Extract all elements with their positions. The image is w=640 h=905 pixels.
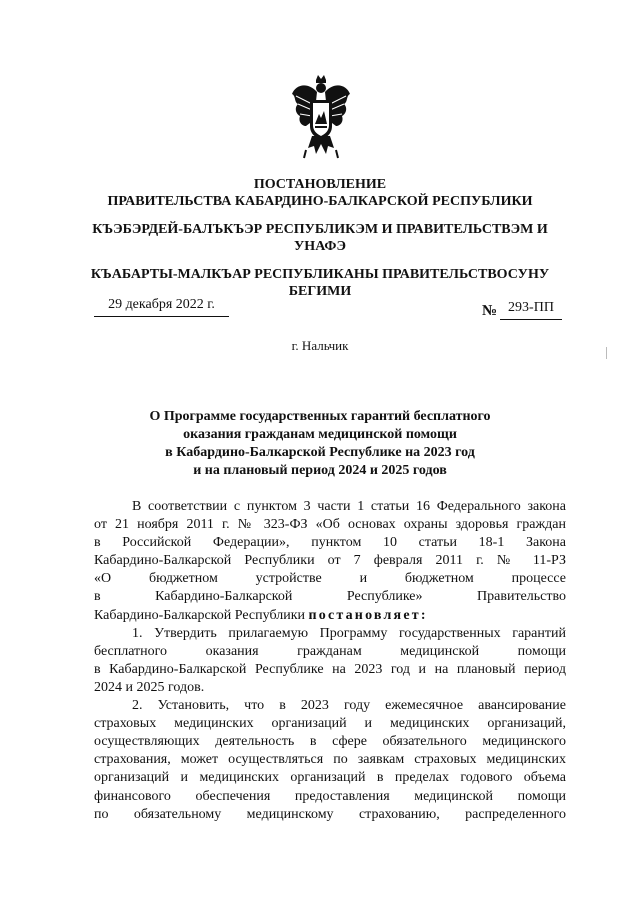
balkar-heading-line2: БЕГИМИ [288,284,352,299]
item-2-line: финансового обеспечения предоставления медицинской помощи [94,788,566,804]
decree-date: 29 декабря 2022 г. [94,296,229,317]
body-line: в Российской Федерации», пунктом 10 статьи 18-1 Закона [94,535,566,551]
number-label: № [482,303,498,319]
item-1-line: 1. Утвердить прилагаемую Программу государственных гарантий [132,625,566,641]
city-label: г. Нальчик [291,338,349,353]
item-1-line: бесплатного оказания гражданам медицинской помощи [94,643,566,659]
coat-of-arms-icon [290,74,352,160]
body-line: в Кабардино-Балкарской Республике» Правительство [94,589,566,605]
body-line: Кабардино-Балкарской Республики от 7 февраля 2011 г. № 11-РЗ [94,553,566,569]
body-line: от 21 ноября 2011 г. № 323-ФЗ «Об основах охраны здоровья граждан [94,517,566,533]
title-line: в Кабардино-Балкарской Республике на 2023 год [165,445,475,460]
title-line: оказания гражданам медицинской помощи [183,427,457,442]
government-name-heading: ПРАВИТЕЛЬСТВА КАБАРДИНО-БАЛКАРСКОЙ РЕСПУБЛИКИ [107,194,533,209]
item-2-line: 2. Установить, что в 2023 году ежемесячное авансирование [132,698,566,714]
body-line: «О бюджетном устройстве и бюджетном процессе [94,571,566,587]
title-line: и на плановый период 2024 и 2025 годов [193,463,447,478]
body-line-text: Кабардино-Балкарской Республики [94,607,305,623]
decree-type-heading: ПОСТАНОВЛЕНИЕ [253,177,387,192]
decree-body [94,498,566,824]
item-1-line: 2024 и 2025 годов. [94,679,205,695]
item-2-line: страхования, может осуществляться по заявкам страховых медицинских [94,752,566,768]
decree-title [100,408,540,480]
item-2-line: осуществляющих деятельность в сфере обязательного медицинского [94,734,566,750]
title-line: О Программе государственных гарантий бесплатного [149,409,491,424]
kabardian-heading-line1: КЪЭБЭРДЕЙ-БАЛЪКЪЭР РЕСПУБЛИКЭМ И ПРАВИТЕЛЬСТВЭМ И [92,222,548,237]
item-2-line: по обязательному медицинскому страхованию, распределенного [94,806,566,822]
decree-keyword: постановляет: [308,607,428,623]
item-2-line: организаций и медицинских организаций в пределах годового объема [94,770,566,786]
item-1-line: в Кабардино-Балкарской Республике на 2023 год и на плановый период [94,661,566,677]
body-line: В соответствии с пунктом 3 части 1 статьи 16 Федерального закона [132,499,566,514]
body-line [94,607,566,625]
scan-margin-mark [606,347,607,359]
kabardian-heading-line2: УНАФЭ [294,239,346,254]
balkar-heading-line1: КЪАБАРТЫ-МАЛКЪАР РЕСПУБЛИКАНЫ ПРАВИТЕЛЬСТВОСУНУ [90,267,550,282]
decree-number: 293-ПП [500,300,562,320]
item-2-line: страховых медицинских организаций и медицинских организаций, [94,716,566,732]
